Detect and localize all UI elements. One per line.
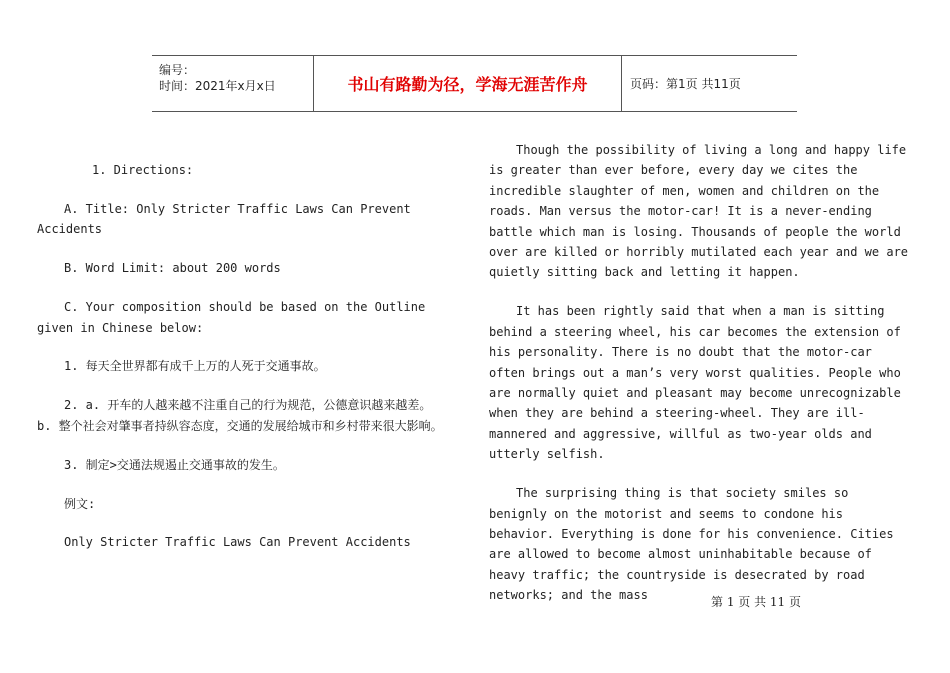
left-column (37, 160, 449, 571)
page-header (152, 55, 797, 112)
document-number-label: 编号： (159, 63, 196, 77)
page-footer: 第 1 页 共 11 页 (711, 595, 801, 609)
directions-composition: C. Your composition should be based on the Outline given in Chinese below: (37, 300, 426, 335)
right-column (489, 140, 909, 624)
header-info-cell (152, 56, 314, 111)
directions-heading: 1. Directions: (92, 163, 194, 177)
outline-item-1: 1. 每天全世界都有成千上万的人死于交通事故。 (64, 359, 326, 374)
essay-paragraph-3: The surprising thing is that society smiles so benignly on the motorist and seems to condone his behavior. Everything is done for his convenience. Cities are allowed to become almost uninhabitable because of heavy traffic; the countryside is desecrated by road networks; and the mass (489, 486, 894, 603)
essay-paragraph-2: It has been rightly said that when a man is sitting behind a steering wheel, his car becomes the extension of his personality. There is no doubt that the motor-car often brings out a man’s very worst qualities. People who are normally quiet and pleasant may become unrecognizable when they are behind a steering-wheel. They are ill-mannered and aggressive, willful as two-year olds and utterly selfish. (489, 304, 901, 462)
document-time-label: 时间：2021年x月x日 (159, 79, 276, 93)
example-title: Only Stricter Traffic Laws Can Prevent Accidents (64, 535, 411, 550)
example-label: 例文: (64, 496, 96, 511)
directions-word-limit: B. Word Limit: about 200 words (64, 261, 281, 276)
outline-item-3: 3. 制定>交通法规遏止交通事故的发生。 (64, 457, 285, 472)
essay-paragraph-1: Though the possibility of living a long and happy life is greater than ever before, every day we cites the incredible slaughter of men, women and children on the roads. Man versus the motor-car! It is a never-ending battle which man is losing. Thousands of people the world over are killed or horribly mutilated each year and we are quietly sitting back and letting it happen. (489, 143, 909, 280)
header-page-info: 页码：第1页 共11页 (630, 77, 741, 91)
header-motto: 书山有路勤为径，学海无涯苦作舟 (314, 56, 622, 111)
outline-item-2: 2. a. 开车的人越来越不注重自己的行为规范，公德意识越来越差。 b. 整个社会对肇事者持纵容态度，交通的发展给城市和乡村带来很大影响。 (37, 398, 443, 433)
directions-title: A. Title: Only Stricter Traffic Laws Can Prevent Accidents (37, 201, 411, 237)
